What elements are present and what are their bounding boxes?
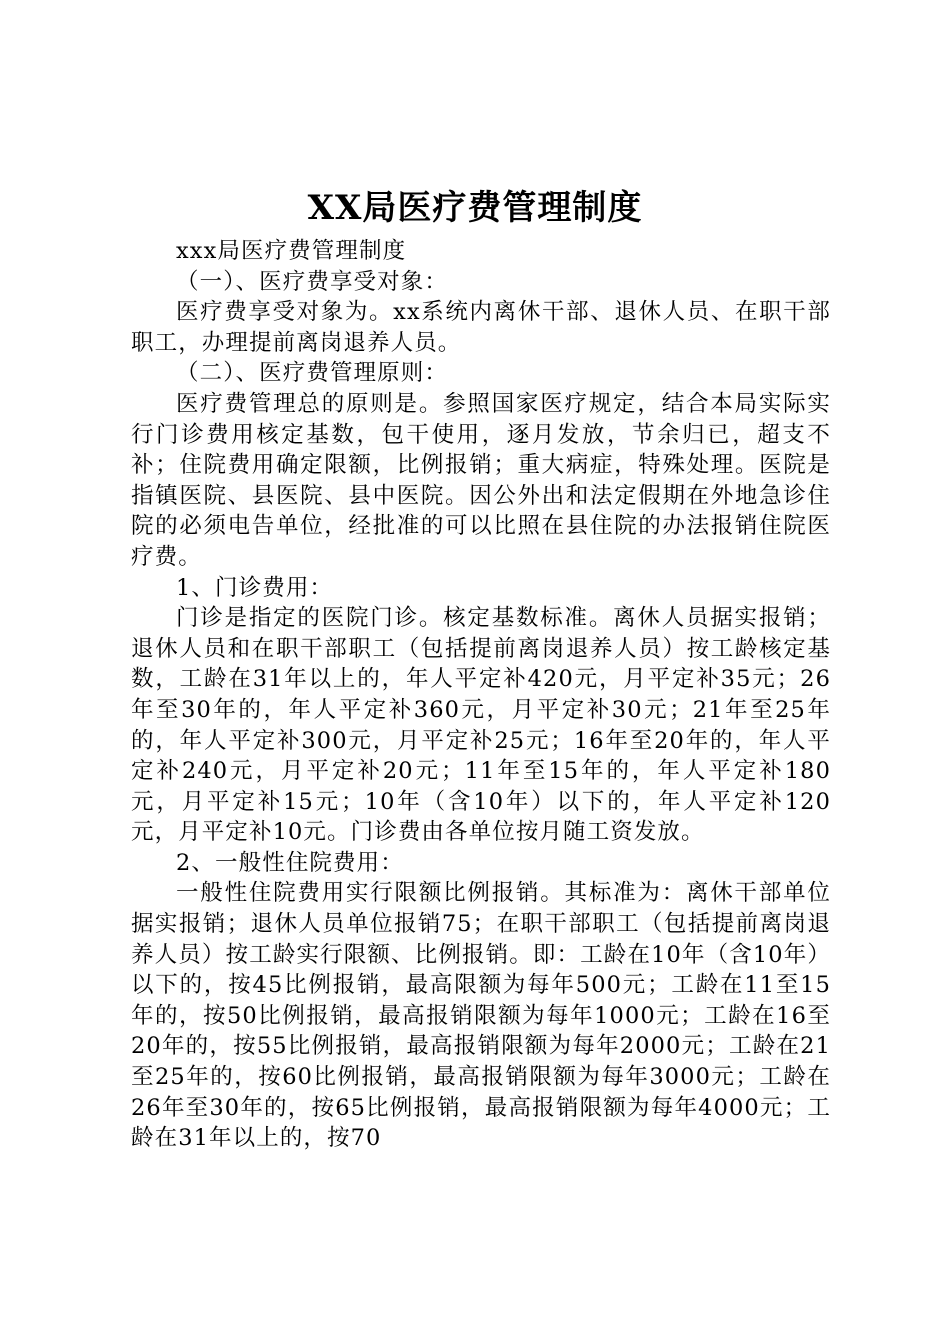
paragraph-inpatient: 一般性住院费用实行限额比例报销。其标准为：离休干部单位据实报销；退休人员单位报销75；在职干部职工（包括提前离岗退养人员）按工龄实行限额、比例报销。即：工龄在10年（含10年）以下的，按45比例报销，最高限额为每年500元；工龄在11至15年的，按50比例报销，最高报销限额为每年1000元；工龄在16至20年的，按55比例报销，最高报销限额为每年2000元；工龄在21至25年的，按60比例报销，最高报销限额为每年3000元；工龄在26年至30年的，按65比例报销，最高报销限额为每年4000元；工龄在31年以上的，按70 xyxy=(131,880,831,1152)
section-heading-1: （一）、医疗费享受对象： xyxy=(176,268,448,295)
paragraph-principles: 医疗费管理总的原则是。参照国家医疗规定，结合本局实际实行门诊费用核定基数，包干使用，逐月发放，节余归已，超支不补；住院费用确定限额，比例报销；重大病症，特殊处理。医院是指镇医院、县医院、县中医院。因公外出和法定假期在外地急诊住院的必须电告单位，经批准的可以比照在县住院的办法报销住院医疗费。 xyxy=(131,390,831,570)
section-heading-2: （二）、医疗费管理原则： xyxy=(176,360,448,387)
paragraph-eligibility: 医疗费享受对象为。xx系统内离休干部、退休人员、在职干部职工，办理提前离岗退养人员。 xyxy=(131,299,831,356)
subheading-inpatient: 2、一般性住院费用： xyxy=(176,849,404,876)
subheading-outpatient: 1、门诊费用： xyxy=(176,574,334,601)
document-title: XX局医疗费管理制度 xyxy=(307,188,643,228)
paragraph-subtitle: xxx局医疗费管理制度 xyxy=(176,238,407,264)
document-body xyxy=(131,236,831,1154)
paragraph-outpatient: 门诊是指定的医院门诊。核定基数标准。离休人员据实报销；退休人员和在职干部职工（包括提前离岗退养人员）按工龄核定基数，工龄在31年以上的，年人平定补420元，月平定补35元；26年至30年的，年人平定补360元，月平定补30元；21年至25年的，年人平定补300元，月平定补25元；16年至20年的，年人平定补240元，月平定补20元；11年至15年的，年人平定补180元，月平定补15元；10年（含10年）以下的，年人平定补120元，月平定补10元。门诊费由各单位按月随工资发放。 xyxy=(131,605,831,846)
